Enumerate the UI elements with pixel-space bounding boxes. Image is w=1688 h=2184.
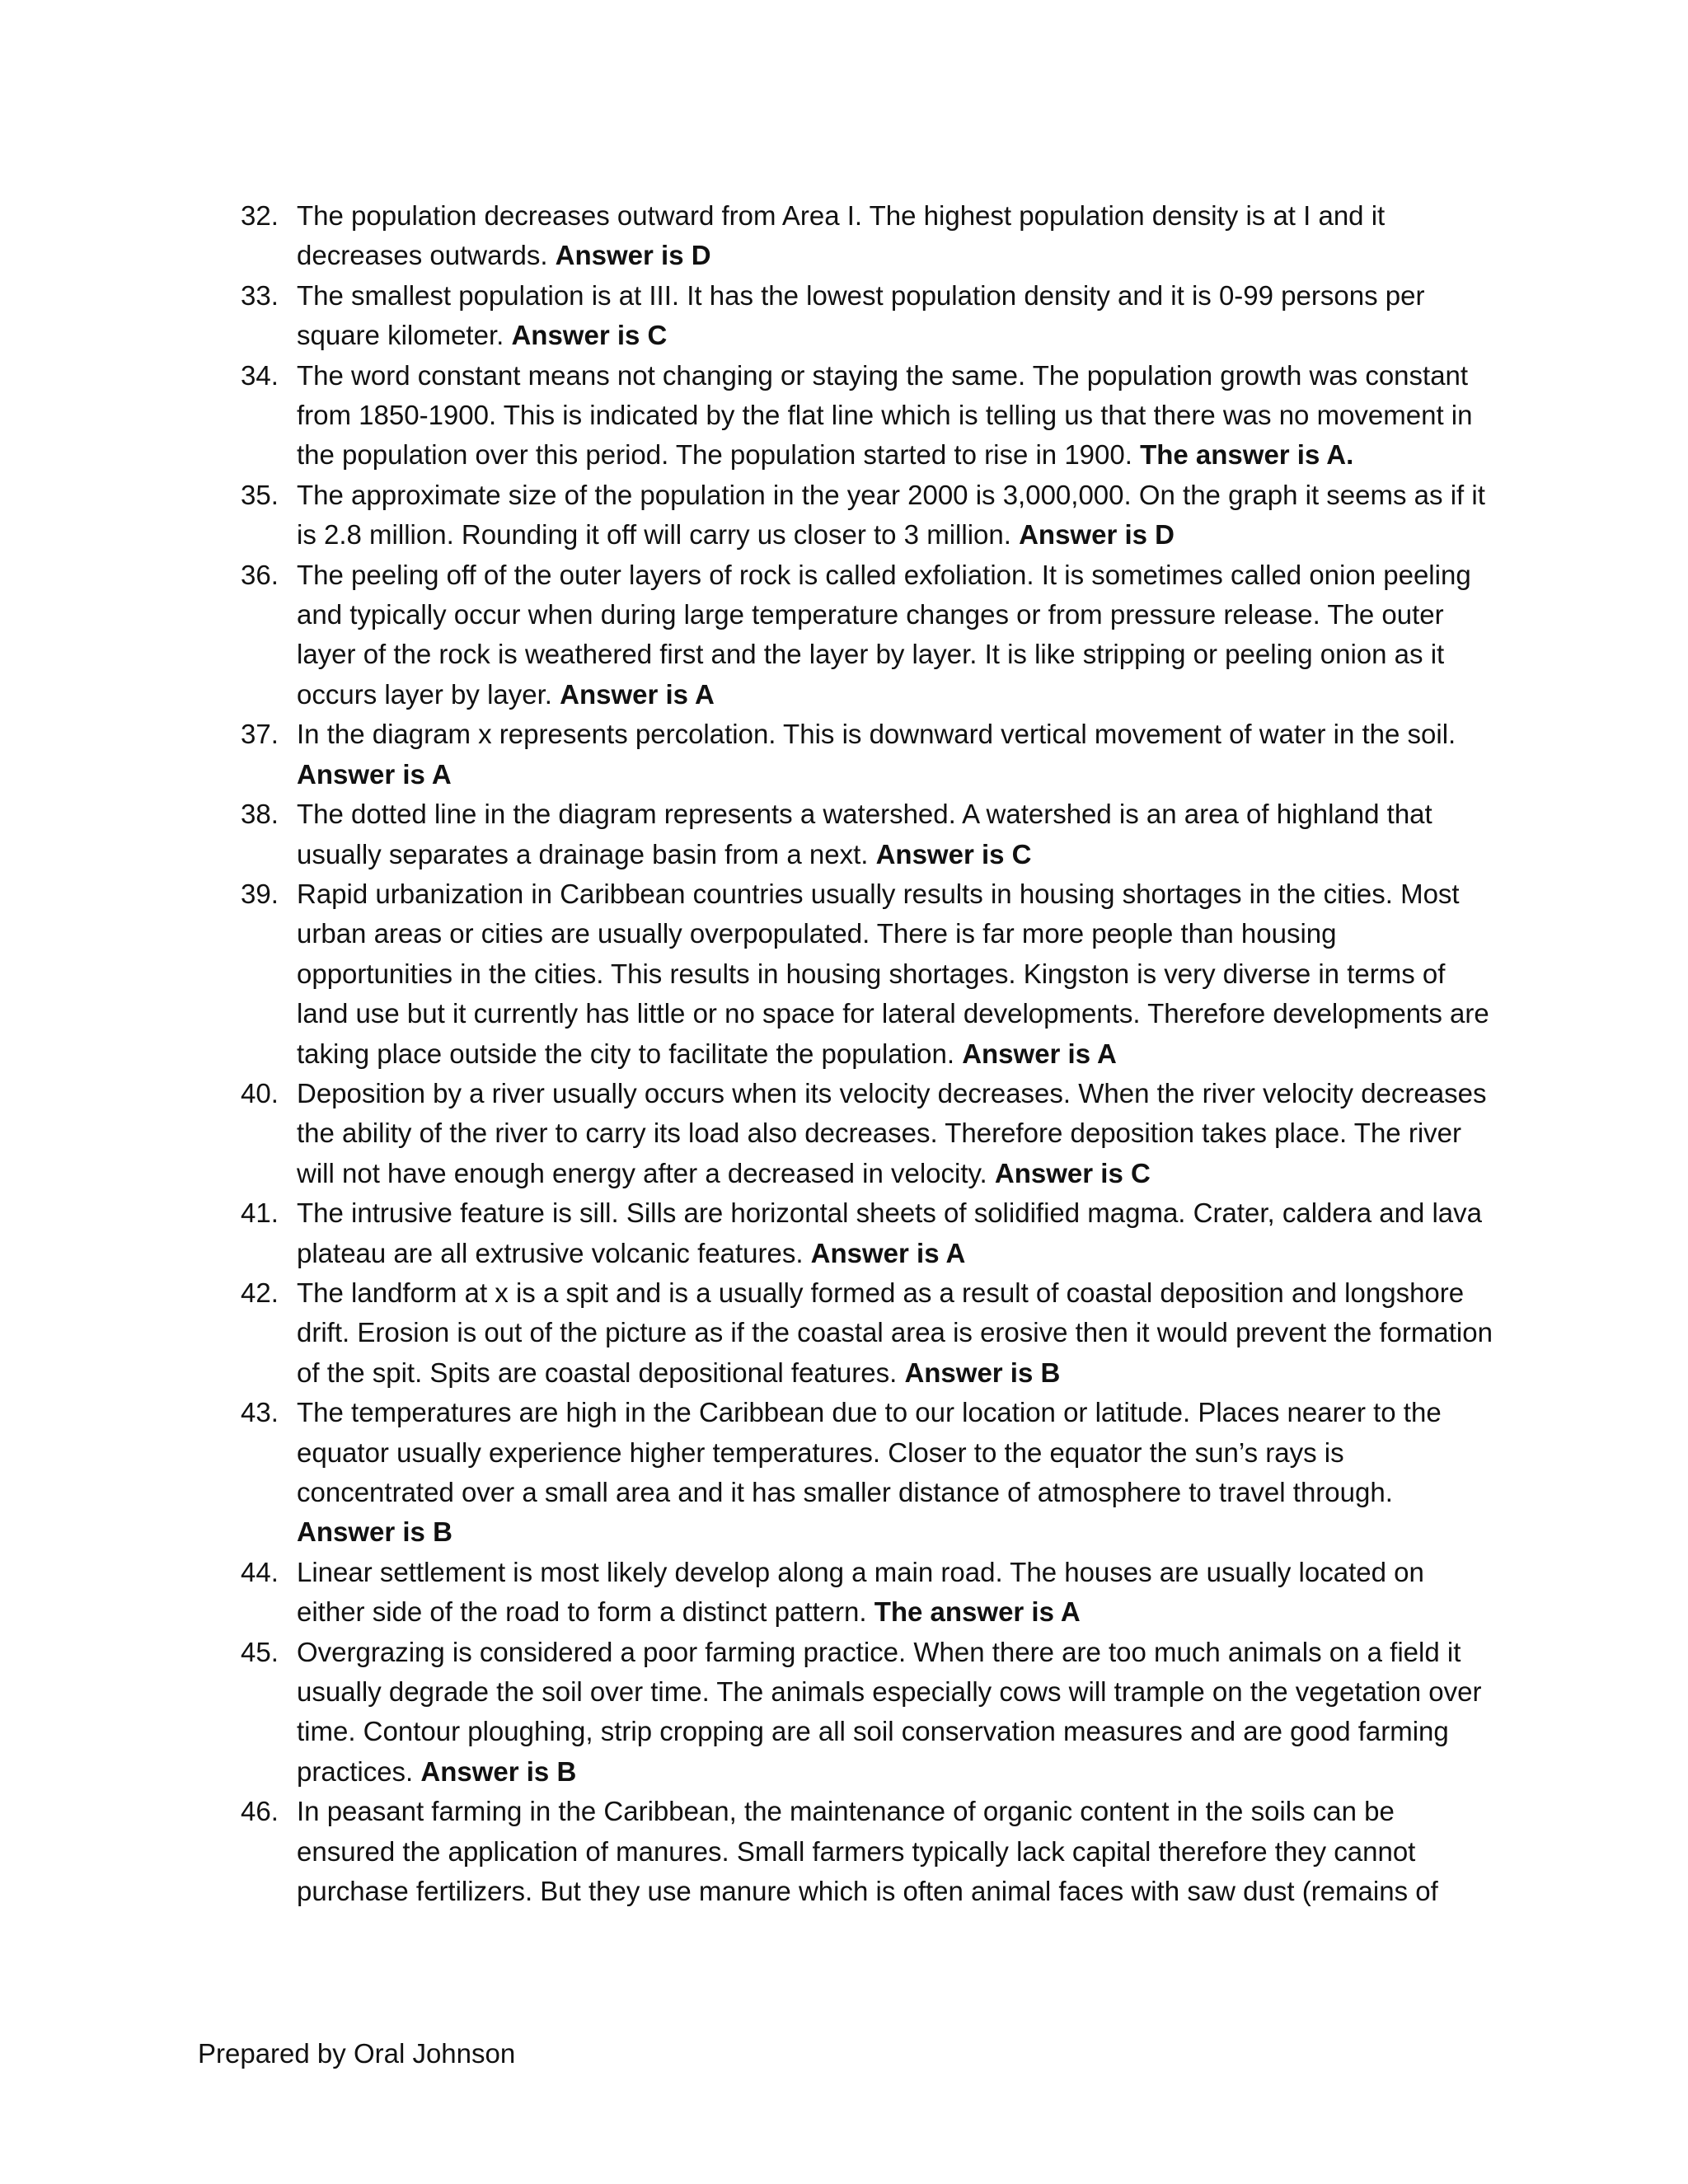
item-number: 45. <box>241 1636 279 1667</box>
answer-item-35 <box>241 476 1493 555</box>
item-answer: Answer is B <box>904 1357 1061 1388</box>
answer-item-34 <box>241 356 1493 476</box>
item-number: 40. <box>241 1077 279 1108</box>
item-number: 42. <box>241 1277 279 1308</box>
item-number: 34. <box>241 359 279 391</box>
page-footer: Prepared by Oral Johnson <box>198 2038 516 2069</box>
item-number: 33. <box>241 279 279 311</box>
answer-item-36 <box>241 555 1493 715</box>
item-number: 35. <box>241 479 279 510</box>
answer-item-42 <box>241 1273 1493 1393</box>
item-answer: Answer is B <box>420 1755 577 1787</box>
item-answer: Answer is C <box>511 320 668 351</box>
item-answer: Answer is D <box>555 240 711 271</box>
item-number: 41. <box>241 1197 279 1229</box>
item-text: In the diagram x represents percolation. This is downward vertical movement of water in the soil. <box>297 719 1456 750</box>
item-text: Overgrazing is considered a poor farming practice. When there are too much animals on a field it usually degrade the soil over time. The animals especially cows will trample on the vegetation over time. Contour ploughing, strip cropping are all soil conservation measures and are good farming practices. <box>297 1636 1482 1787</box>
answer-item-44 <box>241 1553 1493 1633</box>
item-number: 36. <box>241 559 279 590</box>
answer-item-41 <box>241 1193 1493 1273</box>
answer-item-38 <box>241 794 1493 874</box>
answer-list <box>241 196 1493 1911</box>
item-answer: Answer is A <box>297 758 452 790</box>
item-answer: Answer is C <box>994 1157 1151 1188</box>
answer-item-32 <box>241 196 1493 276</box>
answer-item-45 <box>241 1633 1493 1793</box>
item-answer: Answer is A <box>560 678 715 710</box>
item-number: 46. <box>241 1796 279 1827</box>
item-text: The dotted line in the diagram represents a watershed. A watershed is an area of highland that usually separates a drainage basin from a next. <box>297 799 1432 869</box>
item-text: The population decreases outward from Area I. The highest population density is at I and it decreases outwards. <box>297 200 1386 271</box>
item-text: Rapid urbanization in Caribbean countries usually results in housing shortages in the cities. Most urban areas or cities are usually overpopulated. There is far more people than housing opportunities in the cities. This results in housing shortages. Kingston is very diverse in terms of land use but it currently has little or no space for lateral developments. Therefore developments are taking place outside the city to facilitate the population. <box>297 878 1489 1069</box>
answer-item-40 <box>241 1074 1493 1193</box>
answer-item-43 <box>241 1393 1493 1553</box>
item-number: 39. <box>241 878 279 909</box>
item-answer: The answer is A. <box>1140 439 1354 471</box>
item-text: The peeling off of the outer layers of rock is called exfoliation. It is sometimes called onion peeling and typically occur when during large temperature changes or from pressure release. The outer layer of the rock is weathered first and the layer by layer. It is like stripping or peeling onion as it occurs layer by layer. <box>297 559 1471 710</box>
item-text: In peasant farming in the Caribbean, the maintenance of organic content in the soils can be ensured the application of manures. Small farmers typically lack capital therefore they cannot purchase fertilizers. But they use manure which is often animal faces with saw dust (remains of <box>297 1796 1438 1907</box>
item-answer: Answer is B <box>297 1516 452 1548</box>
item-text: The approximate size of the population in the year 2000 is 3,000,000. On the graph it seems as if it is 2.8 million. Rounding it off will carry us closer to 3 million. <box>297 479 1485 551</box>
item-text: Deposition by a river usually occurs when its velocity decreases. When the river velocity decreases the ability of the river to carry its load also decreases. Therefore deposition takes place. The river will not have enough energy after a decreased in velocity. <box>297 1077 1487 1188</box>
item-answer: Answer is D <box>1019 519 1175 551</box>
item-number: 38. <box>241 799 279 830</box>
item-text: The landform at x is a spit and is a usually formed as a result of coastal deposition and longshore drift. Erosion is out of the picture as if the coastal area is erosive then it would prevent the formation of the spit. Spits are coastal depositional features. <box>297 1277 1493 1388</box>
item-text: The word constant means not changing or staying the same. The population growth was constant from 1850-1900. This is indicated by the flat line which is telling us that there was no movement in the population over this period. The population started to rise in 1900. <box>297 359 1473 471</box>
item-text: The intrusive feature is sill. Sills are horizontal sheets of solidified magma. Crater, caldera and lava plateau are all extrusive volcanic features. <box>297 1197 1483 1268</box>
item-answer: Answer is A <box>962 1038 1117 1069</box>
item-number: 43. <box>241 1397 279 1428</box>
item-number: 32. <box>241 200 279 231</box>
item-number: 44. <box>241 1556 279 1587</box>
item-text: The temperatures are high in the Caribbean due to our location or latitude. Places nearer to the equator usually experience higher temperatures. Closer to the equator the sun’s rays is concentrated over a small area and it has smaller distance of atmosphere to travel through. <box>297 1397 1442 1507</box>
answer-item-37 <box>241 715 1493 794</box>
answer-item-33 <box>241 276 1493 356</box>
item-answer: Answer is C <box>875 838 1032 869</box>
item-answer: The answer is A <box>874 1596 1081 1628</box>
answer-item-39 <box>241 874 1493 1074</box>
item-text: Linear settlement is most likely develop along a main road. The houses are usually located on either side of the road to form a distinct pattern. <box>297 1556 1424 1628</box>
answer-item-46 <box>241 1792 1493 1911</box>
item-number: 37. <box>241 719 279 750</box>
item-text: The smallest population is at III. It has the lowest population density and it is 0-99 persons per square kilometer. <box>297 279 1425 351</box>
item-answer: Answer is A <box>810 1237 966 1268</box>
